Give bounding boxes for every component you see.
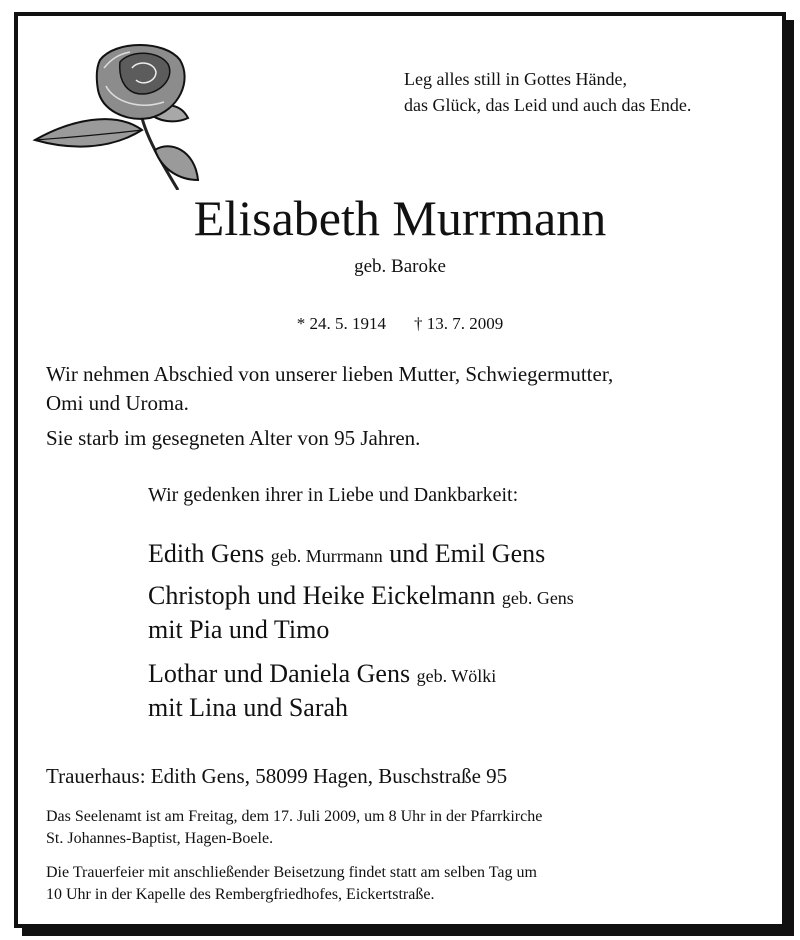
farewell-line-1: Wir nehmen Abschied von unserer lieben Mutter, Schwiegermutter, — [46, 362, 614, 386]
rose-icon — [30, 40, 200, 190]
farewell-text — [46, 360, 613, 418]
deceased-name: Elisabeth Murrmann — [193, 190, 607, 246]
family-maiden: geb. Gens — [501, 588, 574, 608]
family-maiden: geb. Wölki — [416, 666, 497, 686]
death-date: † 13. 7. 2009 — [414, 314, 504, 333]
farewell-line-3: Sie starb im gesegneten Alter von 95 Jahren. — [46, 426, 421, 450]
family-name: Christoph und Heike Eickelmann — [148, 581, 496, 610]
verse-line-2: das Glück, das Leid und auch das Ende. — [404, 95, 692, 115]
verse — [404, 66, 691, 118]
family-entry-1 — [148, 538, 545, 572]
verse-line-1: Leg alles still in Gottes Hände, — [404, 69, 627, 89]
service-mass — [46, 806, 542, 850]
service-line-1: Das Seelenamt ist am Freitag, dem 17. Juli 2009, um 8 Uhr in der Pfarrkirche — [46, 808, 543, 825]
life-dates — [0, 314, 800, 334]
family-entry-2 — [148, 580, 574, 646]
family-name: Lothar und Daniela Gens — [148, 659, 411, 688]
birth-date: * 24. 5. 1914 — [296, 314, 386, 333]
family-children: mit Pia und Timo — [148, 615, 330, 644]
family-entry-3 — [148, 658, 496, 724]
family-children: mit Lina und Sarah — [148, 693, 349, 722]
memorial-intro: Wir gedenken ihrer in Liebe und Dankbarkeit: — [148, 484, 519, 506]
farewell-line-2: Omi und Uroma. — [46, 391, 189, 415]
family-name: Edith Gens — [148, 539, 265, 568]
service-line-2: St. Johannes-Baptist, Hagen-Boele. — [46, 830, 274, 847]
service-funeral — [46, 862, 537, 906]
maiden-name: geb. Baroke — [354, 256, 446, 277]
family-name: und Emil Gens — [389, 539, 546, 568]
family-maiden: geb. Murrmann — [270, 546, 383, 566]
mourning-house: Trauerhaus: Edith Gens, 58099 Hagen, Buschstraße 95 — [46, 764, 508, 788]
service-line-4: 10 Uhr in der Kapelle des Rembergfriedhofes, Eickertstraße. — [46, 886, 435, 903]
service-line-3: Die Trauerfeier mit anschließender Beisetzung findet statt am selben Tag um — [46, 864, 537, 881]
